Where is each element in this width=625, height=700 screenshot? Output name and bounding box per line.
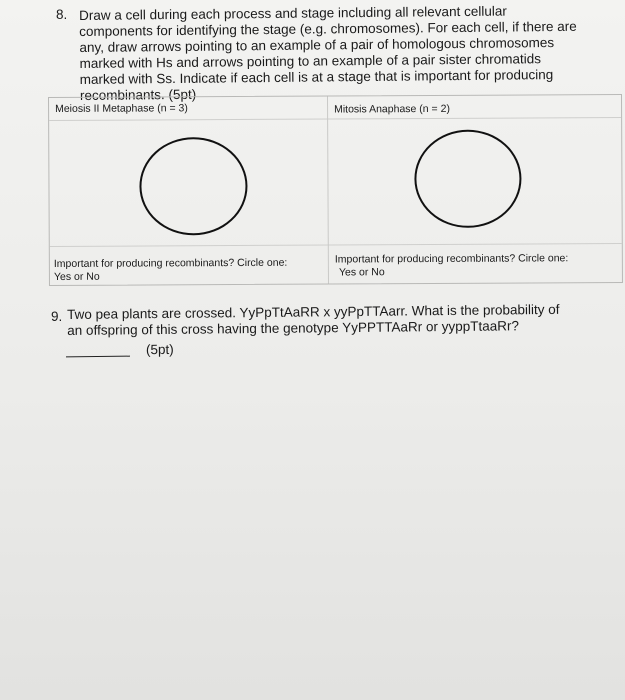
question-9-points: (5pt) [145, 341, 174, 358]
question-8-text [79, 3, 577, 104]
question-8-line: Draw a cell during each process and stage including all relevant cellular [79, 3, 507, 23]
table-header-divider [49, 117, 621, 121]
table-column-divider [327, 97, 329, 284]
question-9-line: an offspring of this cross having the genotype YyPPTTAaRr or yyppTtaaRr? [67, 318, 520, 338]
meiosis-yes-no-options[interactable]: Yes or No [53, 270, 100, 283]
mitosis-prompt-text: Important for producing recombinants? Circle one: [334, 252, 569, 266]
question-8-line: any, draw arrows pointing to an example of a pair of homologous chromosomes [79, 35, 555, 55]
question-9-number: 9. [51, 309, 63, 324]
meiosis-cell-drawing-area[interactable] [139, 137, 248, 236]
question-8-line: components for identifying the stage (e.g. chromosomes). For each cell, if there are [79, 18, 577, 39]
meiosis-prompt-text: Important for producing recombinants? Circle one: [53, 256, 288, 270]
question-8-number: 8. [56, 7, 68, 22]
mitosis-yes-no-options[interactable]: Yes or No [338, 266, 385, 279]
meiosis-header: Meiosis II Metaphase (n = 3) [55, 102, 188, 115]
mitosis-recombinant-prompt [335, 252, 569, 279]
mitosis-header: Mitosis Anaphase (n = 2) [334, 102, 450, 116]
answer-table [48, 94, 623, 286]
question-8-line: marked with Hs and arrows pointing to an example of a pair sister chromatids [79, 51, 542, 71]
question-9-line: Two pea plants are crossed. YyPpTtAaRR x yyPpTTAarr. What is the probability of [67, 301, 560, 322]
table-footer-divider [50, 243, 622, 247]
question-8-line: recombinants. (5pt) [79, 86, 197, 103]
mitosis-cell-drawing-area[interactable] [414, 130, 522, 229]
meiosis-recombinant-prompt [54, 257, 288, 284]
answer-blank[interactable] [66, 356, 130, 358]
question-9-text [67, 302, 560, 339]
question-8-line: marked with Ss. Indicate if each cell is at a stage that is important for producing [79, 67, 554, 87]
